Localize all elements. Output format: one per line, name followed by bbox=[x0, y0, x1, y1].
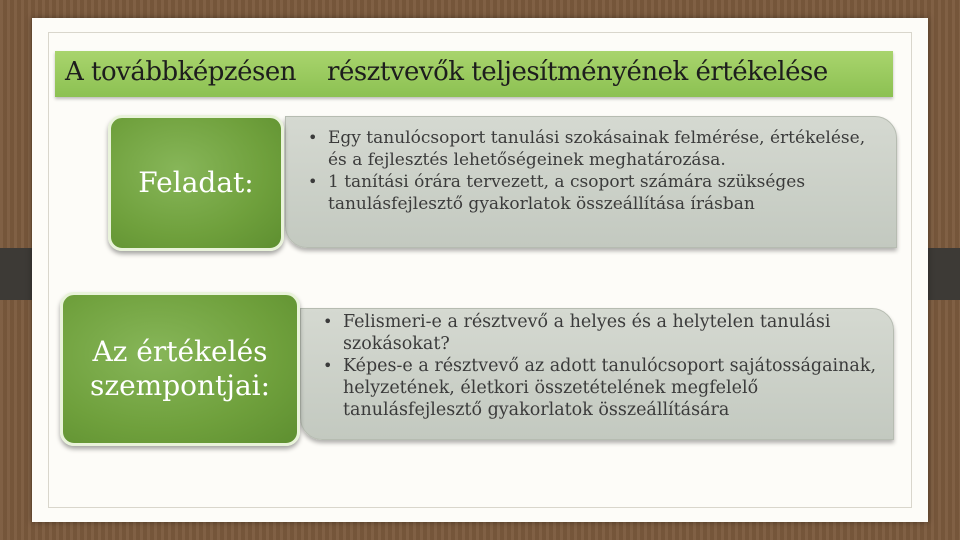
bullet-icon: • bbox=[308, 172, 318, 191]
criteria-label-box bbox=[60, 292, 300, 446]
bullet-text: Képes-e a résztvevő az adott tanulócsoport sajátosságainak, helyzetének, életkori összetételének megfelelő tanulásfejlesztő gyakorlatok összeállítására bbox=[343, 356, 877, 420]
task-label-line: Feladat: bbox=[138, 166, 254, 199]
frame-edge-left bbox=[0, 248, 32, 300]
criteria-label bbox=[90, 335, 270, 403]
list-item bbox=[323, 355, 881, 421]
bullet-text: Felismeri-e a résztvevő a helyes és a helytelen tanulási szokásokat? bbox=[343, 312, 831, 354]
criteria-label-line-1: Az értékelés bbox=[92, 335, 268, 368]
criteria-panel bbox=[300, 308, 894, 440]
criteria-bullet-list bbox=[323, 311, 881, 421]
task-panel bbox=[285, 116, 897, 248]
bullet-text: Egy tanulócsoport tanulási szokásainak felmérése, értékelése, és a fejlesztés lehetőségeinek meghatározása. bbox=[328, 128, 866, 170]
list-item bbox=[323, 311, 881, 355]
task-label-box bbox=[108, 115, 284, 251]
frame-edge-right bbox=[928, 248, 960, 300]
bullet-text: 1 tanítási órára tervezett, a csoport számára szükséges tanulásfejlesztő gyakorlatok összeállítása írásban bbox=[328, 172, 806, 214]
slide-title: A továbbképzésen résztvevők teljesítményének értékelése bbox=[65, 57, 828, 87]
bullet-icon: • bbox=[308, 128, 318, 147]
list-item bbox=[308, 171, 882, 215]
task-label bbox=[138, 166, 253, 200]
title-bar bbox=[55, 51, 893, 97]
bullet-icon: • bbox=[323, 356, 333, 375]
criteria-label-line-2: szempontjai: bbox=[89, 369, 271, 402]
bullet-icon: • bbox=[323, 312, 333, 331]
task-bullet-list bbox=[308, 127, 882, 215]
list-item bbox=[308, 127, 882, 171]
